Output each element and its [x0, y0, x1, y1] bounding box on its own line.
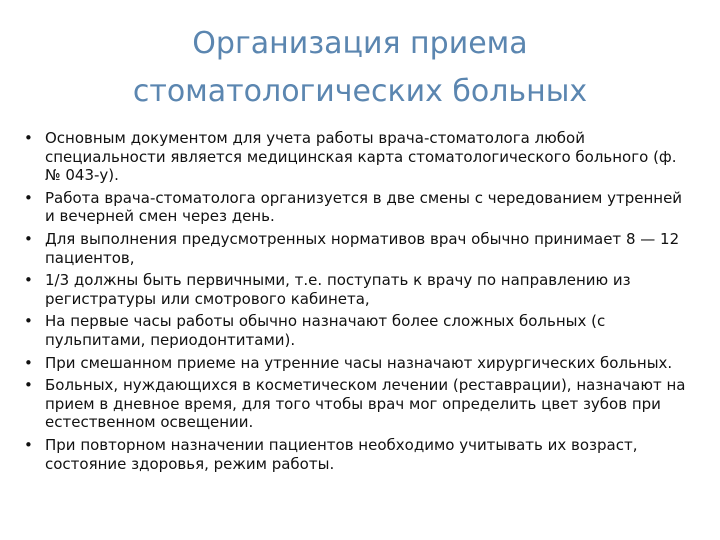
- bullet-item: [24, 354, 696, 373]
- slide-title-line-1: Организация приема: [192, 26, 528, 61]
- bullet-text: 1/3 должны быть первичными, т.е. поступать к врачу по направлению из регистратуры или смотрового кабинета,: [45, 271, 631, 308]
- bullet-item: [24, 129, 696, 185]
- bullet-text: Для выполнения предусмотренных нормативов врач обычно принимает 8 — 12 пациентов,: [45, 229, 680, 267]
- bullet-item: [24, 271, 696, 308]
- bullet-item: [24, 376, 696, 432]
- bullet-item: [24, 436, 696, 473]
- bullet-icon: •: [24, 312, 33, 331]
- bullet-icon: •: [24, 376, 33, 395]
- bullet-text: При повторном назначении пациентов необходимо учитывать их возраст, состояние здоровья, режим работы.: [45, 435, 638, 473]
- slide-title-line-2: стоматологических больных: [132, 74, 588, 109]
- bullet-item: [24, 312, 696, 349]
- bullet-item: [24, 189, 696, 226]
- bullet-text: Основным документом для учета работы врача-стоматолога любой специальности является медицинская карта стоматологического больного (ф. № 043-у).: [45, 129, 677, 185]
- bullet-text: Работа врача-стоматолога организуется в две смены с чередованием утренней и вечерней смен через день.: [45, 188, 683, 226]
- bullet-icon: •: [24, 129, 33, 147]
- bullet-text: При смешанном приеме на утренние часы назначают хирургических больных.: [45, 353, 673, 372]
- bullet-icon: •: [24, 435, 33, 454]
- slide-title: [40, 20, 680, 116]
- bullet-list: [24, 129, 696, 477]
- bullet-item: [24, 230, 696, 267]
- bullet-text: На первые часы работы обычно назначают более сложных больных (с пульпитами, периодонтитами).: [45, 312, 606, 349]
- bullet-icon: •: [24, 188, 33, 207]
- bullet-icon: •: [24, 229, 33, 248]
- bullet-icon: •: [24, 353, 33, 372]
- bullet-icon: •: [24, 271, 33, 290]
- bullet-text: Больных, нуждающихся в косметическом лечении (реставрации), назначают на прием в дневное время, для того чтобы врач мог определить цвет зубов при естественном освещении.: [45, 376, 686, 432]
